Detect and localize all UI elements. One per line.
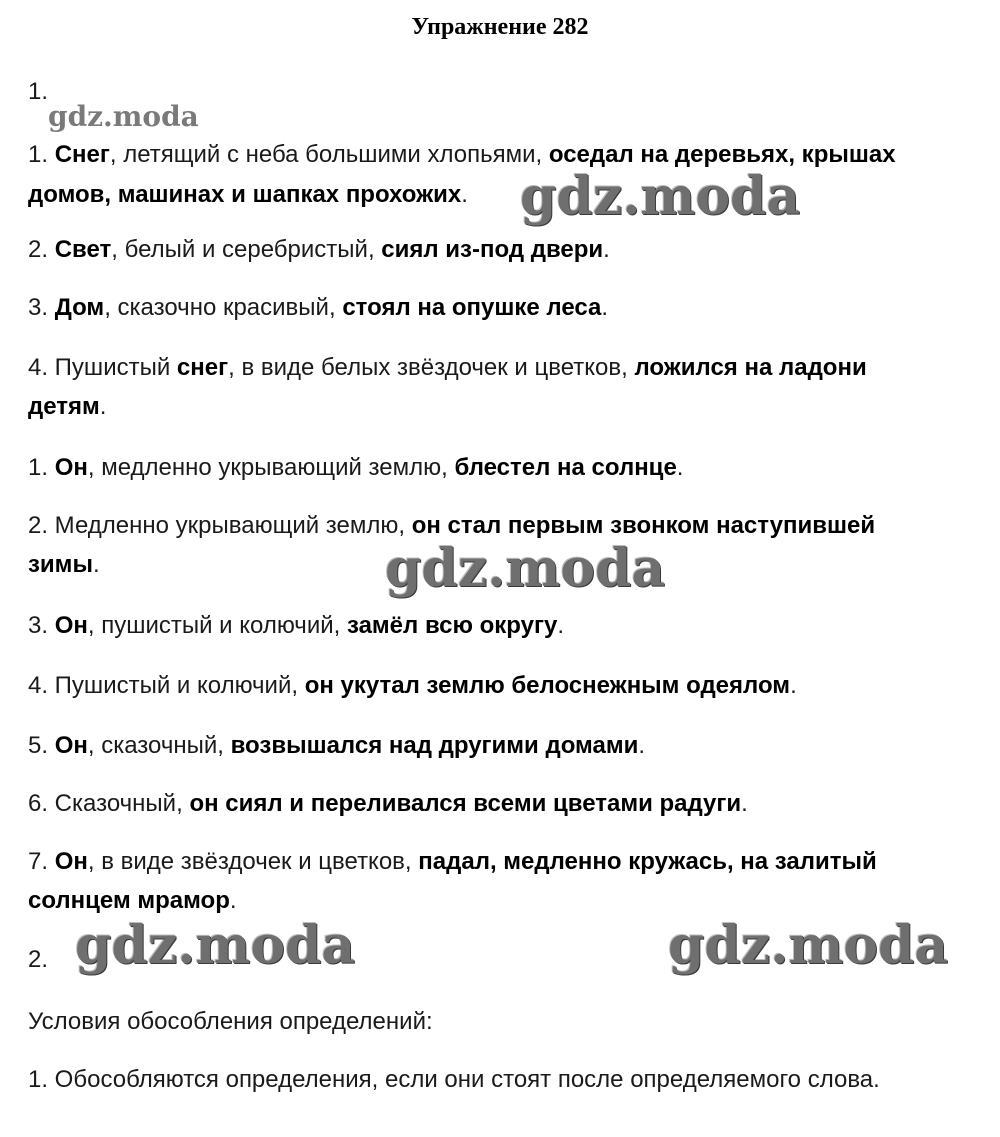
bold-fragment: падал, медленно кружась, на залитый	[418, 848, 877, 875]
text-fragment: .	[461, 181, 468, 208]
bold-fragment: домов, машинах и шапках прохожих	[28, 181, 462, 208]
watermark-2: gdz.moda	[385, 538, 666, 599]
text-fragment: , медленно укрывающий землю,	[87, 454, 455, 481]
text-fragment: 5.	[28, 732, 55, 759]
text-fragment: .	[92, 551, 100, 578]
text-fragment: .	[741, 790, 748, 817]
text-fragment: .	[676, 454, 684, 481]
bold-fragment: снег	[176, 354, 229, 381]
answer-line	[28, 387, 983, 426]
text-fragment: , сказочно красивый,	[104, 294, 343, 321]
bold-fragment: оседал на деревьях, крышах	[548, 141, 896, 168]
bold-fragment: возвышался над другими домами	[230, 732, 639, 759]
bold-fragment: Дом	[54, 294, 105, 321]
text-fragment: 4. Пушистый	[28, 354, 177, 381]
bold-fragment: блестел на солнце	[454, 454, 677, 481]
text-fragment: 1.	[28, 141, 55, 168]
answer-line	[28, 606, 983, 645]
answer-line	[28, 288, 983, 327]
watermark-small: gdz.moda	[48, 100, 199, 133]
text-fragment: 3.	[28, 294, 55, 321]
text-fragment: 6. Сказочный,	[28, 790, 190, 817]
bold-fragment: зимы	[28, 551, 93, 578]
text-fragment: .	[638, 732, 646, 759]
bold-fragment: Свет	[54, 236, 112, 263]
bold-fragment: он стал первым звонком наступившей	[411, 512, 876, 539]
answer-line	[28, 842, 983, 881]
condition-1: 1. Обособляются определения, если они стоят после определяемого слова.	[28, 1066, 880, 1093]
text-fragment: , в виде звёздочек и цветков,	[87, 848, 419, 875]
text-fragment: , белый и серебристый,	[111, 236, 382, 263]
text-fragment: , в виде белых звёздочек и цветков,	[228, 354, 635, 381]
answer-line	[28, 230, 983, 269]
section-1-label: 1.	[28, 78, 49, 105]
text-fragment: , летящий с неба большими хлопьями,	[109, 141, 549, 168]
answer-line	[28, 348, 983, 387]
bold-fragment: солнцем мрамор	[28, 887, 230, 914]
text-fragment: 2.	[28, 236, 55, 263]
watermark-1: gdz.moda	[520, 166, 801, 227]
answer-line	[28, 784, 983, 823]
text-fragment: .	[557, 612, 564, 639]
watermark-4: gdz.moda	[668, 915, 949, 976]
bold-fragment: Он	[54, 454, 88, 481]
bold-fragment: Он	[54, 612, 88, 639]
bold-fragment: он укутал землю белоснежным одеялом	[304, 672, 791, 699]
text-fragment: 4. Пушистый и колючий,	[28, 672, 305, 699]
answer-line	[28, 726, 983, 765]
text-fragment: .	[790, 672, 797, 699]
text-fragment: .	[603, 236, 610, 263]
text-fragment: 2. Медленно укрывающий землю,	[28, 512, 412, 539]
section-2-label: 2.	[28, 946, 49, 973]
text-fragment: 3.	[28, 612, 55, 639]
text-fragment: 1.	[28, 454, 55, 481]
answer-line	[28, 666, 983, 705]
watermark-3: gdz.moda	[75, 915, 356, 976]
bold-fragment: Он	[54, 848, 88, 875]
answer-line	[28, 175, 983, 214]
answer-line	[28, 448, 983, 487]
bold-fragment: детям	[28, 393, 100, 420]
text-fragment: , пушистый и колючий,	[87, 612, 347, 639]
text-fragment: 7.	[28, 848, 55, 875]
bold-fragment: он сиял и переливался всеми цветами радуги	[189, 790, 742, 817]
text-fragment: .	[601, 294, 609, 321]
bold-fragment: стоял на опушке леса	[342, 294, 602, 321]
conditions-heading: Условия обособления определений:	[28, 1008, 433, 1035]
bold-fragment: сиял из-под двери	[381, 236, 604, 263]
text-fragment: .	[99, 393, 107, 420]
bold-fragment: Он	[54, 732, 88, 759]
bold-fragment: Снег	[54, 141, 110, 168]
text-fragment: .	[229, 887, 237, 914]
bold-fragment: ложился на ладони	[634, 354, 867, 381]
bold-fragment: замёл всю округу	[346, 612, 558, 639]
answer-line	[28, 135, 983, 174]
text-fragment: , сказочный,	[87, 732, 231, 759]
exercise-title: Упражнение 282	[411, 14, 589, 40]
